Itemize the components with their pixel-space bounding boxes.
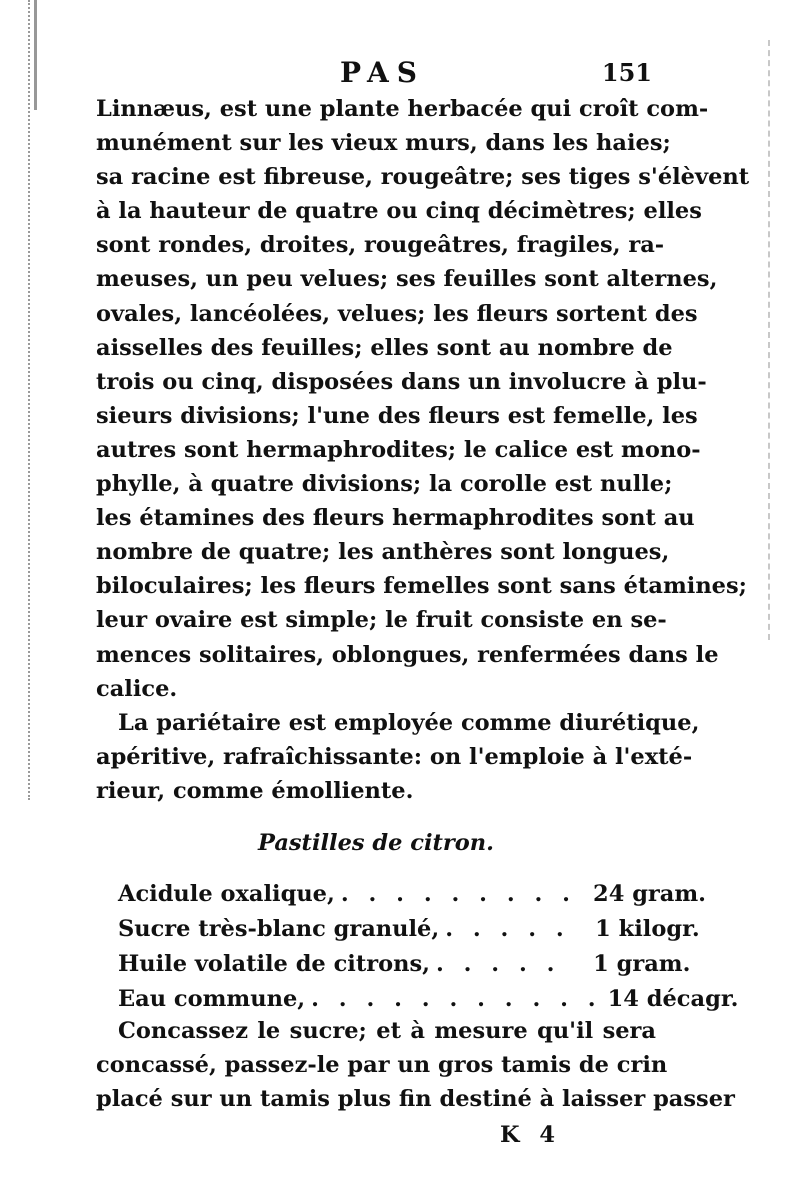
ingredient-name: Acidule oxalique,	[118, 881, 335, 907]
text-line: meuses, un peu velues; ses feuilles sont alternes,	[96, 266, 718, 293]
text-line: La pariétaire est employée comme diurétique,	[118, 709, 700, 736]
scan-edge-left-shadow	[34, 0, 37, 110]
ingredient-name: Sucre très-blanc granulé,	[118, 916, 440, 942]
ingredient-name: Huile volatile de citrons,	[118, 951, 430, 977]
text-line: aisselles des feuilles; elles sont au nombre de	[96, 334, 673, 361]
running-head-title: PAS	[340, 56, 425, 89]
recipe-ingredients	[118, 877, 739, 1017]
page-number: 151	[601, 58, 652, 87]
leader-dots: . . . . . . . . . . .	[311, 986, 602, 1012]
text-line: phylle, à quatre divisions; la corolle est nulle;	[96, 471, 673, 498]
recipe-row	[118, 912, 700, 947]
ingredient-name: Eau commune,	[118, 986, 306, 1012]
text-line: apéritive, rafraîchissante: on l'emploie à l'exté-	[96, 743, 693, 770]
ingredient-quantity: 14 décagr.	[607, 986, 739, 1012]
text-line: Concassez le sucre; et à mesure qu'il sera	[118, 1018, 656, 1044]
leader-dots: . . . . .	[435, 951, 561, 977]
text-line: leur ovaire est simple; le fruit consiste en se-	[96, 607, 667, 634]
scan-edge-right	[764, 40, 770, 640]
paragraph-1	[96, 92, 750, 808]
text-line: sont rondes, droites, rougeâtres, fragiles, ra-	[96, 232, 665, 259]
running-head	[96, 56, 656, 92]
recipe-row	[118, 877, 706, 912]
text-line: calice.	[96, 675, 178, 702]
text-line: ovales, lancéolées, velues; les fleurs sortent des	[96, 300, 698, 327]
recipe-title: Pastilles de citron.	[258, 830, 494, 856]
text-line: autres sont hermaphrodites; le calice est mono-	[96, 436, 701, 463]
paragraph-3	[96, 1014, 735, 1116]
text-line: les étamines des fleurs hermaphrodites sont au	[96, 505, 695, 532]
text-line: Linnæus, est une plante herbacée qui croît com-	[96, 96, 709, 122]
text-line: placé sur un tamis plus fin destiné à laisser passer	[96, 1086, 735, 1113]
text-line: mences solitaires, oblongues, renfermées dans le	[96, 641, 719, 668]
text-line: à la hauteur de quatre ou cinq décimètres; elles	[96, 198, 702, 225]
ingredient-quantity: 24 gram.	[593, 881, 706, 907]
text-line: sa racine est fibreuse, rougeâtre; ses tiges s'élèvent	[96, 164, 750, 191]
text-line: sieurs divisions; l'une des fleurs est femelle, les	[96, 402, 698, 429]
text-line: concassé, passez-le par un gros tamis de crin	[96, 1052, 668, 1079]
ingredient-quantity: 1 gram.	[593, 951, 691, 977]
leader-dots: . . . . .	[445, 916, 570, 942]
recipe-row	[118, 947, 691, 982]
recipe-row	[118, 982, 739, 1017]
text-line: trois ou cinq, disposées dans un involucre à plu-	[96, 368, 707, 395]
scan-edge-left	[28, 0, 36, 800]
text-line: nombre de quatre; les anthères sont longues,	[96, 539, 670, 566]
text-line: munément sur les vieux murs, dans les haies;	[96, 130, 671, 157]
signature-mark: K 4	[500, 1122, 562, 1148]
leader-dots: . . . . . . . . .	[340, 881, 576, 907]
text-line: rieur, comme émolliente.	[96, 777, 414, 804]
ingredient-quantity: 1 kilogr.	[595, 916, 700, 942]
text-line: biloculaires; les fleurs femelles sont sans étamines;	[96, 573, 747, 600]
